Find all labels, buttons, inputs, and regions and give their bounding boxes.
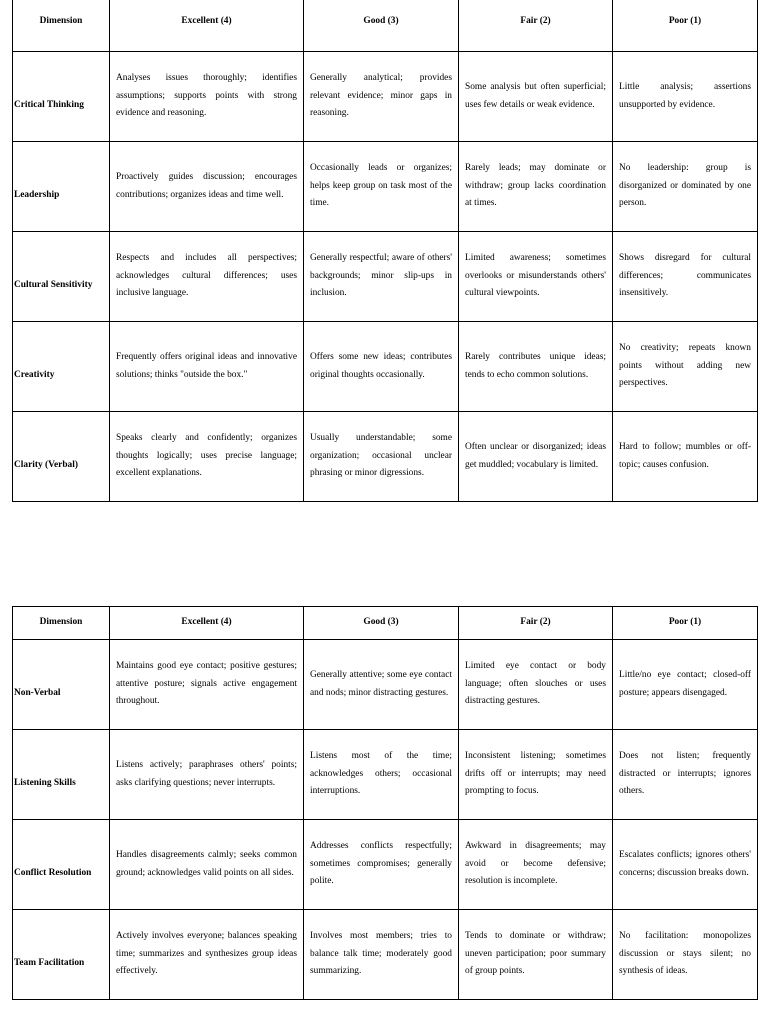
cell-good: Generally attentive; some eye contact and nods; minor distracting gestures.: [304, 640, 459, 730]
header-row: [13, 607, 758, 640]
dimension-label: Clarity (Verbal): [13, 412, 110, 502]
cell-excellent: Speaks clearly and confidently; organizes thoughts logically; uses precise language; excellent explanations.: [110, 412, 304, 502]
cell-poor: Little analysis; assertions unsupported by evidence.: [613, 52, 758, 142]
table-row: [13, 412, 758, 502]
cell-good: Usually understandable; some organization; occasional unclear phrasing or minor digressions.: [304, 412, 459, 502]
cell-fair: Rarely contributes unique ideas; tends to echo common solutions.: [459, 322, 613, 412]
header-excellent: Excellent (4): [110, 0, 304, 52]
cell-excellent: Analyses issues thoroughly; identifies assumptions; supports points with strong evidence and reasoning.: [110, 52, 304, 142]
table-row: [13, 322, 758, 412]
cell-excellent: Frequently offers original ideas and innovative solutions; thinks "outside the box.": [110, 322, 304, 412]
cell-fair: Tends to dominate or withdraw; uneven participation; poor summary of group points.: [459, 910, 613, 1000]
header-good: Good (3): [304, 0, 459, 52]
cell-excellent: Maintains good eye contact; positive gestures; attentive posture; signals active engagement throughout.: [110, 640, 304, 730]
header-poor: Poor (1): [613, 0, 758, 52]
table-row: [13, 232, 758, 322]
header-fair: Fair (2): [459, 0, 613, 52]
dimension-label: Leadership: [13, 142, 110, 232]
cell-good: Involves most members; tries to balance talk time; moderately good summarizing.: [304, 910, 459, 1000]
cell-fair: Awkward in disagreements; may avoid or become defensive; resolution is incomplete.: [459, 820, 613, 910]
header-row: [13, 0, 758, 52]
cell-excellent: Proactively guides discussion; encourages contributions; organizes ideas and time well.: [110, 142, 304, 232]
cell-poor: Hard to follow; mumbles or off-topic; causes confusion.: [613, 412, 758, 502]
cell-good: Addresses conflicts respectfully; sometimes compromises; generally polite.: [304, 820, 459, 910]
header-dimension: Dimension: [13, 0, 110, 52]
table-row: [13, 52, 758, 142]
table-row: [13, 142, 758, 232]
rubric-table-1: [12, 0, 758, 502]
rubric-table-2: [12, 606, 758, 1000]
cell-fair: Inconsistent listening; sometimes drifts off or interrupts; may need prompting to focus.: [459, 730, 613, 820]
cell-excellent: Respects and includes all perspectives; acknowledges cultural differences; uses inclusive language.: [110, 232, 304, 322]
dimension-label: Conflict Resolution: [13, 820, 110, 910]
cell-poor: Shows disregard for cultural differences; communicates insensitively.: [613, 232, 758, 322]
cell-poor: Does not listen; frequently distracted or interrupts; ignores others.: [613, 730, 758, 820]
header-good: Good (3): [304, 607, 459, 640]
header-excellent: Excellent (4): [110, 607, 304, 640]
dimension-label: Team Facilitation: [13, 910, 110, 1000]
dimension-label: Critical Thinking: [13, 52, 110, 142]
dimension-label: Creativity: [13, 322, 110, 412]
header-dimension: Dimension: [13, 607, 110, 640]
cell-fair: Limited awareness; sometimes overlooks or misunderstands others' cultural viewpoints.: [459, 232, 613, 322]
cell-good: Generally analytical; provides relevant evidence; minor gaps in reasoning.: [304, 52, 459, 142]
cell-fair: Limited eye contact or body language; often slouches or uses distracting gestures.: [459, 640, 613, 730]
cell-good: Listens most of the time; acknowledges others; occasional interruptions.: [304, 730, 459, 820]
cell-fair: Rarely leads; may dominate or withdraw; group lacks coordination at times.: [459, 142, 613, 232]
header-poor: Poor (1): [613, 607, 758, 640]
table-row: [13, 910, 758, 1000]
cell-poor: Escalates conflicts; ignores others' concerns; discussion breaks down.: [613, 820, 758, 910]
dimension-label: Non-Verbal: [13, 640, 110, 730]
cell-fair: Some analysis but often superficial; uses few details or weak evidence.: [459, 52, 613, 142]
dimension-label: Listening Skills: [13, 730, 110, 820]
cell-good: Occasionally leads or organizes; helps keep group on task most of the time.: [304, 142, 459, 232]
cell-excellent: Handles disagreements calmly; seeks common ground; acknowledges valid points on all sides.: [110, 820, 304, 910]
table-row: [13, 730, 758, 820]
cell-poor: No leadership: group is disorganized or dominated by one person.: [613, 142, 758, 232]
table-row: [13, 820, 758, 910]
table-row: [13, 640, 758, 730]
cell-poor: Little/no eye contact; closed-off posture; appears disengaged.: [613, 640, 758, 730]
cell-poor: No creativity; repeats known points without adding new perspectives.: [613, 322, 758, 412]
cell-good: Offers some new ideas; contributes original thoughts occasionally.: [304, 322, 459, 412]
cell-fair: Often unclear or disorganized; ideas get muddled; vocabulary is limited.: [459, 412, 613, 502]
cell-excellent: Actively involves everyone; balances speaking time; summarizes and synthesizes group ideas effectively.: [110, 910, 304, 1000]
header-fair: Fair (2): [459, 607, 613, 640]
cell-good: Generally respectful; aware of others' backgrounds; minor slip-ups in inclusion.: [304, 232, 459, 322]
cell-excellent: Listens actively; paraphrases others' points; asks clarifying questions; never interrupts.: [110, 730, 304, 820]
cell-poor: No facilitation: monopolizes discussion or stays silent; no synthesis of ideas.: [613, 910, 758, 1000]
dimension-label: Cultural Sensitivity: [13, 232, 110, 322]
